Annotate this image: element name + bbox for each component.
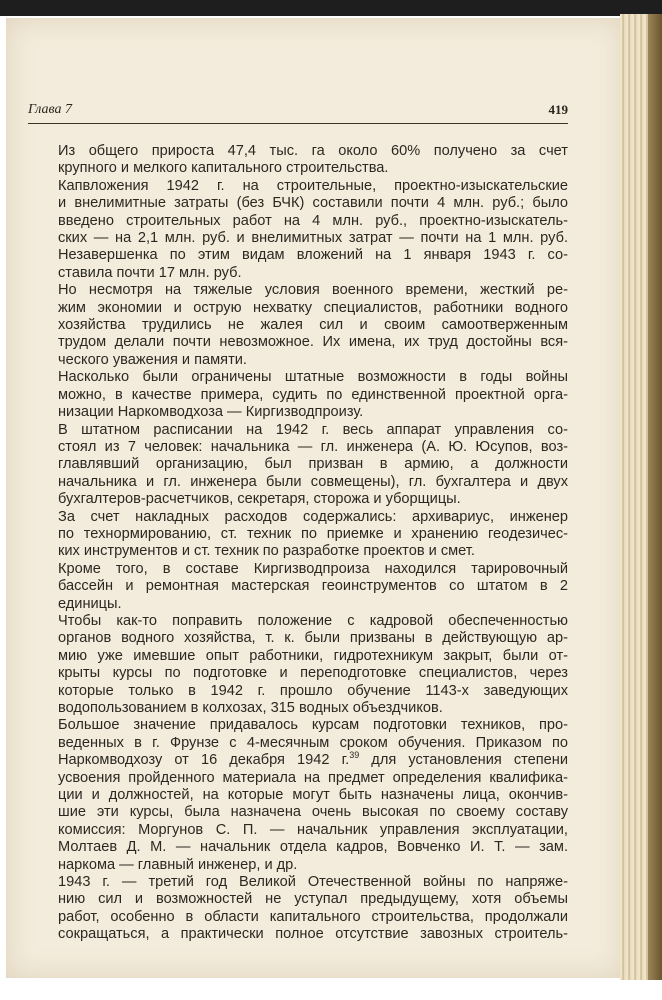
footnote-marker: 39 [349, 750, 360, 761]
text-line: главлявший организацию, был призван в армию, а должности [58, 456, 568, 473]
text-line: веденных в г. Фрунзе с 4-месячным сроком обучения. Приказом по [58, 734, 568, 751]
text-line: Незавершенка по этим видам вложений на 1 января 1943 г. со- [58, 247, 568, 264]
book-page-edges [620, 14, 662, 980]
text-line: ских — на 2,1 млн. руб. и внелимитных затрат — почти на 1 млн. руб. [58, 230, 568, 247]
text-line: За счет накладных расходов содержались: архивариус, инженер [58, 508, 568, 525]
text-line: органов водного хозяйства, т. к. были призваны в действующую ар- [58, 630, 568, 647]
paragraph-6 [58, 422, 568, 509]
text-line: работ, особенно в области капитального строительства, продолжали [58, 908, 568, 925]
text-line: ких инструментов и ст. техник по разработке проектов и смет. [58, 543, 475, 560]
body-text [58, 143, 568, 944]
text-line: начальника и гл. инженера были совмещены), гл. бухгалтера и двух [58, 473, 568, 490]
paragraph-9 [58, 613, 568, 717]
scan-dark-border [0, 0, 662, 16]
paragraph-4 [58, 282, 568, 369]
text-line: введено строительных работ на 4 млн. руб., проектно-изыскатель- [58, 212, 568, 229]
page-number: 419 [548, 102, 568, 117]
chapter-title: Глава 7 [28, 102, 72, 117]
text-line: Кроме того, в составе Киргизводпроиза находился тарировочный [58, 560, 568, 577]
text-line: нию сил и возможностей не уступал предыдущему, хотя объемы [58, 891, 568, 908]
text-line: Чтобы как-то поправить положение с кадровой обеспеченностью [58, 612, 568, 629]
paragraph-7 [58, 509, 568, 561]
paragraph-11 [58, 874, 568, 944]
text-line: трудом делали почти невозможное. Их имена, их труд достойны вся- [58, 334, 568, 351]
running-head [28, 102, 568, 124]
text-line: низации Наркомводхоза — Киргизводпроизу. [58, 404, 364, 421]
paragraph-8 [58, 561, 568, 613]
text-line: жим экономии и острую нехватку специалистов, работники водного [58, 299, 568, 316]
paragraph-3 [58, 247, 568, 282]
text-line: крыты курсы по подготовке и переподготовке специалистов, через [58, 665, 568, 682]
text-line: единицы. [58, 595, 122, 612]
text-line: Капвложения 1942 г. на строительные, проектно-изыскательские [58, 177, 568, 194]
text-line: которые только в 1942 г. прошло обучение 1143-х заведующих [58, 682, 568, 699]
text-segment: Наркомводхозу от 16 декабря 1942 г. [58, 752, 350, 769]
text-line: усвоения пройденного материала на предмет определения квалифика- [58, 769, 568, 786]
text-line-with-footnote [58, 752, 568, 769]
text-line: комиссия: Моргунов С. П. — начальник управления эксплуатации, [58, 821, 568, 838]
paragraph-5 [58, 369, 568, 421]
header-rule [28, 123, 568, 124]
text-line: бассейн и ремонтная мастерская геоинструментов со штатом в 2 [58, 578, 568, 595]
text-line: наркома — главный инженер, и др. [58, 856, 298, 873]
text-line: Большое значение придавалось курсам подготовки техников, про- [58, 717, 568, 734]
text-line: ции и должностей, на которые могут быть назначены лица, окончив- [58, 787, 568, 804]
text-line: Из общего прироста 47,4 тыс. га около 60% получено за счет [58, 143, 568, 159]
text-line: по технормированию, ст. техник по приемке и хранению геодезичес- [58, 525, 568, 542]
paragraph-10 [58, 717, 568, 874]
text-line: ческого уважения и памяти. [58, 351, 247, 368]
text-line: и внелимитные затраты (без БЧК) составили почти 4 млн. руб.; было [58, 195, 568, 212]
text-segment: для установления степени [359, 752, 569, 769]
text-line: мию уже имевшие опыт работники, гидротехникум закрыт, были от- [58, 647, 568, 664]
text-line: Насколько были ограничены штатные возможности в годы войны [58, 369, 568, 386]
text-line: 1943 г. — третий год Великой Отечественной войны по напряже- [58, 874, 568, 891]
text-line: шие эти курсы, была назначена очень высокая по своему составу [58, 804, 568, 821]
text-line: ставила почти 17 млн. руб. [58, 264, 242, 281]
paragraph-2 [58, 178, 568, 248]
text-line: крупного и мелкого капитального строительства. [58, 160, 389, 177]
text-line: сокращаться, а практически полное отсутствие завозных строитель- [58, 926, 568, 943]
text-line: стоял из 7 человек: начальника — гл. инженера (А. Ю. Юсупов, воз- [58, 438, 568, 455]
text-line: Молтаев Д. М. — начальник отдела кадров, Вовченко И. Т. — зам. [58, 839, 568, 856]
text-line: можно, в качестве примера, судить по единственной проектной орга- [58, 386, 568, 403]
text-line: бухгалтеров-расчетчиков, секретаря, сторожа и уборщицы. [58, 491, 461, 508]
paragraph-1 [58, 143, 568, 178]
text-line: Но несмотря на тяжелые условия военного времени, жесткий ре- [58, 282, 568, 299]
text-line: В штатном расписании на 1942 г. весь аппарат управления со- [58, 421, 568, 438]
text-line: водопользованием в колхозах, 315 водных объездчиков. [58, 700, 443, 716]
text-line: хозяйства трудились не жалея сил и своим самоотверженным [58, 317, 568, 334]
